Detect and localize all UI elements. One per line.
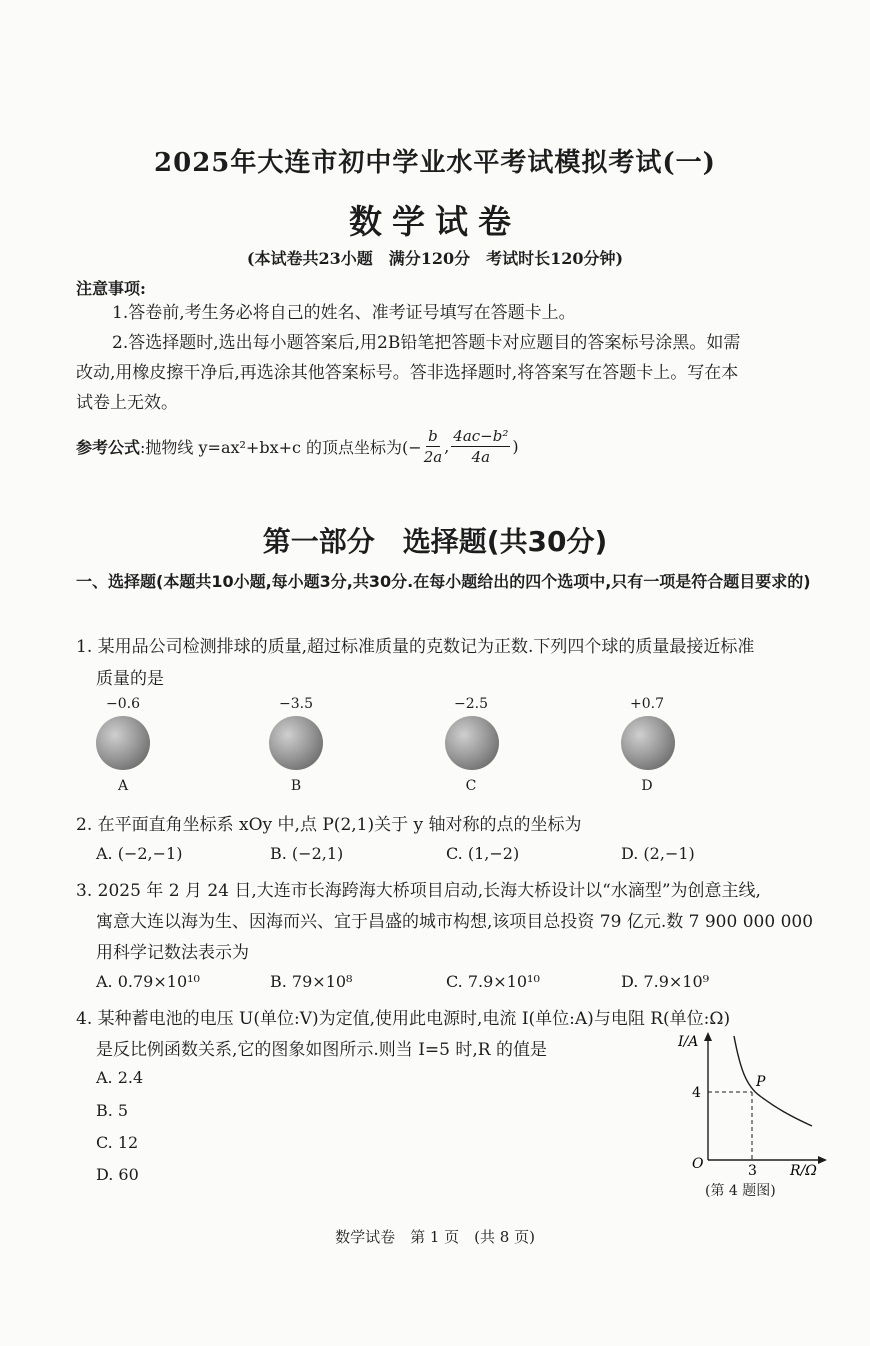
notice-heading: 注意事项:: [76, 279, 146, 298]
frac2-numerator: 4ac−b²: [453, 426, 509, 445]
formula-label: 参考公式: [76, 437, 141, 457]
frac1-numerator: b: [428, 426, 438, 445]
x-tick-label: 3: [748, 1163, 757, 1179]
ball-d-letter: D: [641, 778, 653, 794]
q3-line-1: 3. 2025 年 2 月 24 日,大连市长海跨海大桥项目启动,长海大桥设计以“水滴型”为创意主线,: [76, 881, 761, 901]
q2-option-d: D. (2,−1): [621, 844, 695, 863]
q4-option-d: D. 60: [96, 1165, 139, 1184]
notice-item-2-line-2: 改动,用橡皮擦干净后,再选涂其他答案标号。答非选择题时,将答案写在答题卡上。写在本: [76, 363, 739, 383]
frac2-denominator: 4a: [471, 447, 491, 466]
x-axis-arrow: [818, 1156, 827, 1164]
q2-option-b: B. (−2,1): [270, 844, 344, 863]
q4-inverse-graph: [672, 1030, 832, 1180]
q4-figure-caption: (第 4 题图): [705, 1183, 776, 1199]
q1-line-1: 1. 某用品公司检测排球的质量,超过标准质量的克数记为正数.下列四个球的质量最接近标准: [76, 637, 755, 657]
notice-item-2-line-3: 试卷上无效。: [76, 393, 178, 413]
q4-option-b: B. 5: [96, 1101, 129, 1120]
ball-c-value: −2.5: [454, 696, 488, 712]
q2-option-c: C. (1,−2): [446, 844, 520, 863]
q3-line-2: 寓意大连以海为生、因海而兴、宜于昌盛的城市构想,该项目总投资 79 亿元.数 7 900 000 000: [96, 912, 814, 932]
point-p-label: P: [756, 1074, 766, 1090]
origin-label: O: [692, 1156, 704, 1172]
q4-line-2: 是反比例函数关系,它的图象如图所示.则当 I=5 时,R 的值是: [96, 1040, 547, 1060]
q2-stem: 2. 在平面直角坐标系 xOy 中,点 P(2,1)关于 y 轴对称的点的坐标为: [76, 815, 582, 835]
q3-option-c: C. 7.9×10¹⁰: [446, 972, 540, 991]
page-footer: 数学试卷 第 1 页 (共 8 页): [335, 1228, 535, 1246]
q1-line-2: 质量的是: [96, 669, 164, 689]
q4-option-a: A. 2.4: [96, 1068, 144, 1087]
formula-separator: ,: [444, 436, 450, 456]
volleyball-d: [621, 716, 675, 770]
exam-info: (本试卷共23小题 满分120分 考试时长120分钟): [246, 249, 624, 268]
ball-d-value: +0.7: [630, 696, 664, 712]
q2-option-a: A. (−2,−1): [96, 844, 183, 863]
volleyball-a: [96, 716, 150, 770]
volleyball-b: [269, 716, 323, 770]
ball-c-letter: C: [465, 778, 477, 794]
notice-item-2-line-1: 2.答选择题时,选出每小题答案后,用2B铅笔把答题卡对应题目的答案标号涂黑。如需: [112, 333, 741, 353]
ball-a-letter: A: [117, 778, 129, 794]
part1-title: 第一部分 选择题(共30分): [262, 525, 608, 558]
x-axis-label: R/Ω: [790, 1163, 817, 1179]
volleyball-c: [445, 716, 499, 770]
part1-intro: 一、选择题(本题共10小题,每小题3分,共30分.在每小题给出的四个选项中,只有一项是符合题目要求的): [76, 572, 811, 591]
formula-close: ): [512, 436, 519, 456]
ball-a-value: −0.6: [106, 696, 140, 712]
frac1-denominator: 2a: [423, 447, 443, 466]
exam-title: 2025年大连市初中学业水平考试模拟考试(一): [154, 148, 716, 178]
ball-b-letter: B: [290, 778, 302, 794]
inverse-curve: [734, 1036, 812, 1126]
subject-title: 数学试卷: [349, 202, 521, 241]
y-tick-label: 4: [692, 1085, 701, 1101]
y-axis-arrow: [704, 1032, 712, 1041]
ball-b-value: −3.5: [279, 696, 313, 712]
reference-formula: [76, 424, 519, 468]
q3-option-d: D. 7.9×10⁹: [621, 972, 710, 991]
q4-line-1: 4. 某种蓄电池的电压 U(单位:V)为定值,使用此电源时,电流 I(单位:A)与电阻 R(单位:Ω): [76, 1009, 731, 1029]
q3-line-3: 用科学记数法表示为: [96, 943, 249, 963]
y-axis-label: I/A: [678, 1034, 699, 1050]
vertex-x-fraction: [424, 426, 443, 467]
q3-option-b: B. 79×10⁸: [270, 972, 353, 991]
formula-text: :抛物线 y=ax²+bx+c 的顶点坐标为(−: [140, 437, 422, 457]
notice-item-1: 1.答卷前,考生务必将自己的姓名、准考证号填写在答题卡上。: [112, 303, 576, 323]
q4-option-c: C. 12: [96, 1133, 139, 1152]
vertex-y-fraction: [451, 426, 510, 467]
q3-option-a: A. 0.79×10¹⁰: [96, 972, 200, 991]
